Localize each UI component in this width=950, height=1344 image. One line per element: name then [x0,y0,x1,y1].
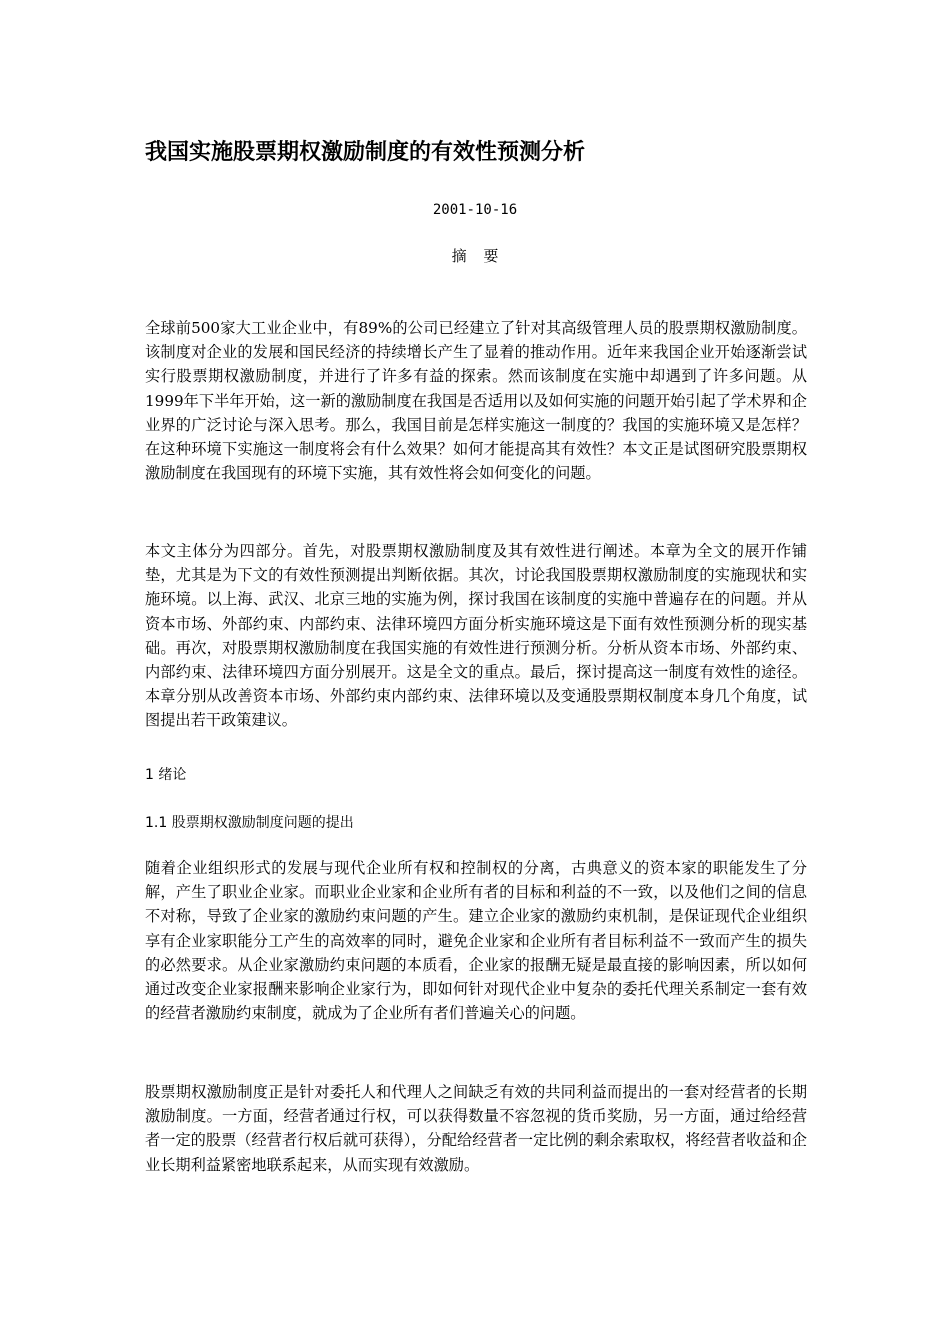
document-title: 我国实施股票期权激励制度的有效性预测分析 [145,140,586,165]
abstract-heading: 摘 要 [451,247,505,265]
abstract-paragraph-1: 全球前500家大工业企业中，有89%的公司已经建立了针对其高级管理人员的股票期权激励制度。该制度对企业的发展和国民经济的持续增长产生了显着的推动作用。近年来我国企业开始逐渐尝试实行股票期权激励制度，并进行了许多有益的探索。然而该制度在实施中却遇到了许多问题。从1999年下半年开始，这一新的激励制度在我国是否适用以及如何实施的问题开始引起了学术界和企业界的广泛讨论与深入思考。那么，我国目前是怎样实施这一制度的？我国的实施环境又是怎样？在这种环境下实施这一制度将会有什么效果？如何才能提高其有效性？本文正是试图研究股票期权激励制度在我国现有的环境下实施，其有效性将会如何变化的问题。 [145,319,807,483]
section-heading-1: 1 绪论 [145,767,187,783]
abstract-paragraph-2: 本文主体分为四部分。首先，对股票期权激励制度及其有效性进行阐述。本章为全文的展开作铺垫，尤其是为下文的有效性预测提出判断依据。其次，讨论我国股票期权激励制度的实施现状和实施环境。以上海、武汉、北京三地的实施为例，探讨我国在该制度的实施中普遍存在的问题。并从资本市场、外部约束、内部约束、法律环境四方面分析实施环境这是下面有效性预测分析的现实基础。再次，对股票期权激励制度在我国实施的有效性进行预测分析。分析从资本市场、外部约束、内部约束、法律环境四方面分别展开。这是全文的重点。最后，探讨提高这一制度有效性的途径。本章分别从改善资本市场、外部约束内部约束、法律环境以及变通股票期权制度本身几个角度，试图提出若干政策建议。 [145,542,807,730]
body-paragraph-1: 随着企业组织形式的发展与现代企业所有权和控制权的分离，古典意义的资本家的职能发生了分解，产生了职业企业家。而职业企业家和企业所有者的目标和利益的不一致，以及他们之间的信息不对称，导致了企业家的激励约束问题的产生。建立企业家的激励约束机制，是保证现代企业组织享有企业家职能分工产生的高效率的同时，避免企业家和企业所有者目标利益不一致而产生的损失的必然要求。从企业家激励约束问题的本质看，企业家的报酬无疑是最直接的影响因素，所以如何通过改变企业家报酬来影响企业家行为，即如何针对现代企业中复杂的委托代理关系制定一套有效的经营者激励约束制度，就成为了企业所有者们普遍关心的问题。 [145,859,807,1023]
document-date: 2001-10-16 [432,202,518,218]
section-heading-1-1: 1.1 股票期权激励制度问题的提出 [145,815,354,831]
body-paragraph-2: 股票期权激励制度正是针对委托人和代理人之间缺乏有效的共同利益而提出的一套对经营者的长期激励制度。一方面，经营者通过行权，可以获得数量不容忽视的货币奖励，另一方面，通过给经营者一定的股票（经营者行权后就可获得），分配给经营者一定比例的剩余索取权，将经营者收益和企业长期利益紧密地联系起来，从而实现有效激励。 [145,1083,807,1174]
